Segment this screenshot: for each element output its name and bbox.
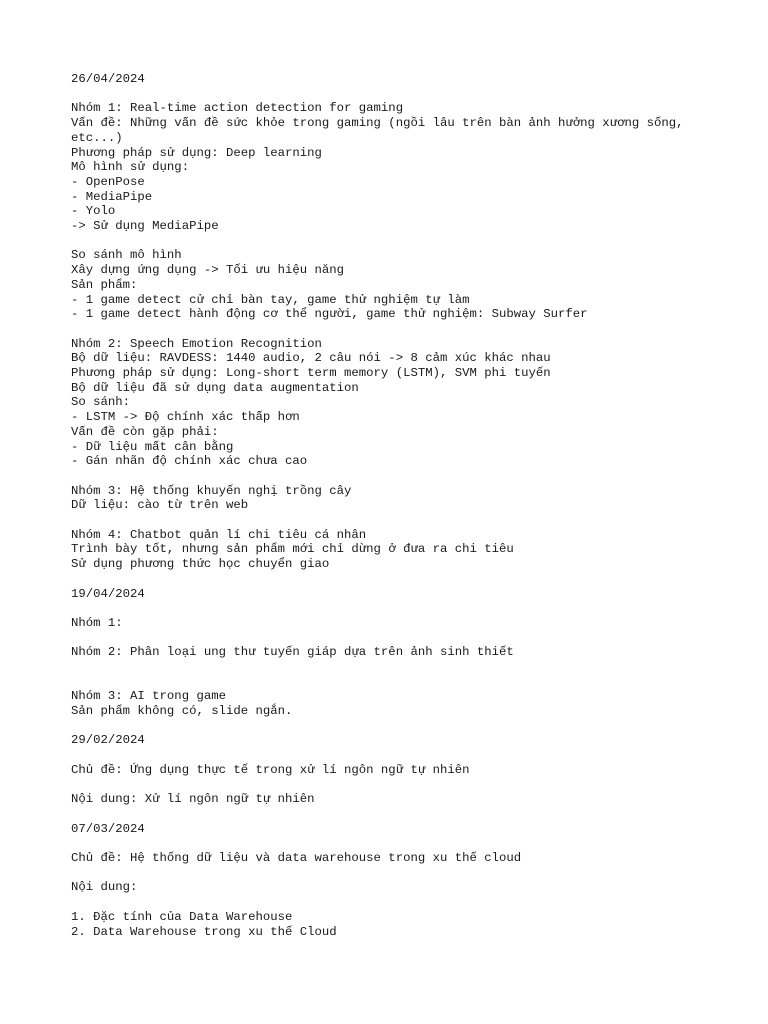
text-line: Nhóm 3: Hệ thống khuyến nghị trồng cây bbox=[71, 483, 352, 498]
text-line: Chủ đề: Hệ thống dữ liệu và data warehouse trong xu thế cloud bbox=[71, 851, 522, 866]
text-line: - 1 game detect cử chỉ bàn tay, game thử nghiệm tự làm bbox=[71, 292, 470, 307]
blank-line bbox=[71, 675, 711, 690]
blank-line bbox=[71, 660, 711, 675]
text-line: So sánh mô hình bbox=[71, 248, 182, 263]
text-line: 07/03/2024 bbox=[71, 821, 145, 836]
blank-line bbox=[71, 322, 711, 337]
text-line: - LSTM -> Độ chính xác thấp hơn bbox=[71, 410, 300, 425]
blank-line bbox=[71, 748, 711, 763]
text-line: Xây dựng ứng dụng -> Tối ưu hiệu năng bbox=[71, 263, 345, 278]
text-line: Vấn đề còn gặp phải: bbox=[71, 424, 219, 439]
text-line: Dữ liệu: cào từ trên web bbox=[71, 498, 249, 513]
text-line: 26/04/2024 bbox=[71, 72, 145, 86]
text-line: Mô hình sử dụng: bbox=[71, 160, 190, 175]
text-line: Sử dụng phương thức học chuyển giao bbox=[71, 557, 330, 572]
blank-line bbox=[71, 778, 711, 793]
text-line: Sản phẩm: bbox=[71, 277, 138, 292]
text-line: - 1 game detect hành động cơ thể người, game thử nghiệm: Subway Surfer bbox=[71, 307, 588, 322]
blank-line bbox=[71, 87, 711, 102]
blank-line bbox=[71, 469, 711, 484]
text-line: Bộ dữ liệu đã sử dụng data augmentation bbox=[71, 380, 359, 395]
blank-line bbox=[71, 234, 711, 249]
text-line: 2. Data Warehouse trong xu thế Cloud bbox=[71, 924, 337, 939]
text-line: Sản phẩm không có, slide ngắn. bbox=[71, 704, 293, 719]
blank-line bbox=[71, 866, 711, 881]
text-line: Nhóm 1: bbox=[71, 615, 123, 630]
blank-line bbox=[71, 601, 711, 616]
blank-line bbox=[71, 807, 711, 822]
text-line: Nội dung: bbox=[71, 880, 138, 895]
blank-line bbox=[71, 895, 711, 910]
text-line: 29/02/2024 bbox=[71, 733, 145, 748]
text-line: etc...) bbox=[71, 130, 123, 145]
text-line: Nội dung: Xử lí ngôn ngữ tự nhiên bbox=[71, 792, 315, 807]
text-line: - OpenPose bbox=[71, 174, 145, 189]
text-line: - Gán nhãn độ chính xác chưa cao bbox=[71, 454, 308, 469]
text-line: So sánh: bbox=[71, 395, 131, 410]
text-line: Trình bày tốt, nhưng sản phẩm mới chỉ dừng ở đưa ra chi tiêu bbox=[71, 542, 514, 557]
blank-line bbox=[71, 719, 711, 734]
text-line: -> Sử dụng MediaPipe bbox=[71, 219, 219, 234]
text-line: Phương pháp sử dụng: Deep learning bbox=[71, 145, 322, 160]
document-body bbox=[71, 72, 711, 939]
text-line: 19/04/2024 bbox=[71, 586, 145, 601]
text-line: Bộ dữ liệu: RAVDESS: 1440 audio, 2 câu nói -> 8 cảm xúc khác nhau bbox=[71, 351, 551, 366]
text-line: - Dữ liệu mất cân bằng bbox=[71, 439, 234, 454]
text-line: Nhóm 2: Phân loại ung thư tuyến giáp dựa trên ảnh sinh thiết bbox=[71, 645, 514, 660]
text-line: Vấn đề: Những vấn đề sức khỏe trong gaming (ngồi lâu trên bàn ảnh hưởng xương sống, bbox=[71, 116, 684, 131]
text-line: Nhóm 1: Real-time action detection for gaming bbox=[71, 101, 404, 116]
text-line: Nhóm 4: Chatbot quản lí chi tiêu cá nhân bbox=[71, 527, 367, 542]
text-line: Nhóm 3: AI trong game bbox=[71, 689, 226, 704]
text-line: Chủ đề: Ứng dụng thực tế trong xử lí ngôn ngữ tự nhiên bbox=[71, 762, 470, 777]
text-line: Nhóm 2: Speech Emotion Recognition bbox=[71, 336, 322, 351]
blank-line bbox=[71, 572, 711, 587]
text-line: - MediaPipe bbox=[71, 189, 153, 204]
blank-line bbox=[71, 836, 711, 851]
blank-line bbox=[71, 631, 711, 646]
text-line: - Yolo bbox=[71, 204, 116, 219]
text-line: Phương pháp sử dụng: Long-short term memory (LSTM), SVM phi tuyến bbox=[71, 366, 551, 381]
blank-line bbox=[71, 513, 711, 528]
text-line: 1. Đặc tính của Data Warehouse bbox=[71, 909, 293, 924]
